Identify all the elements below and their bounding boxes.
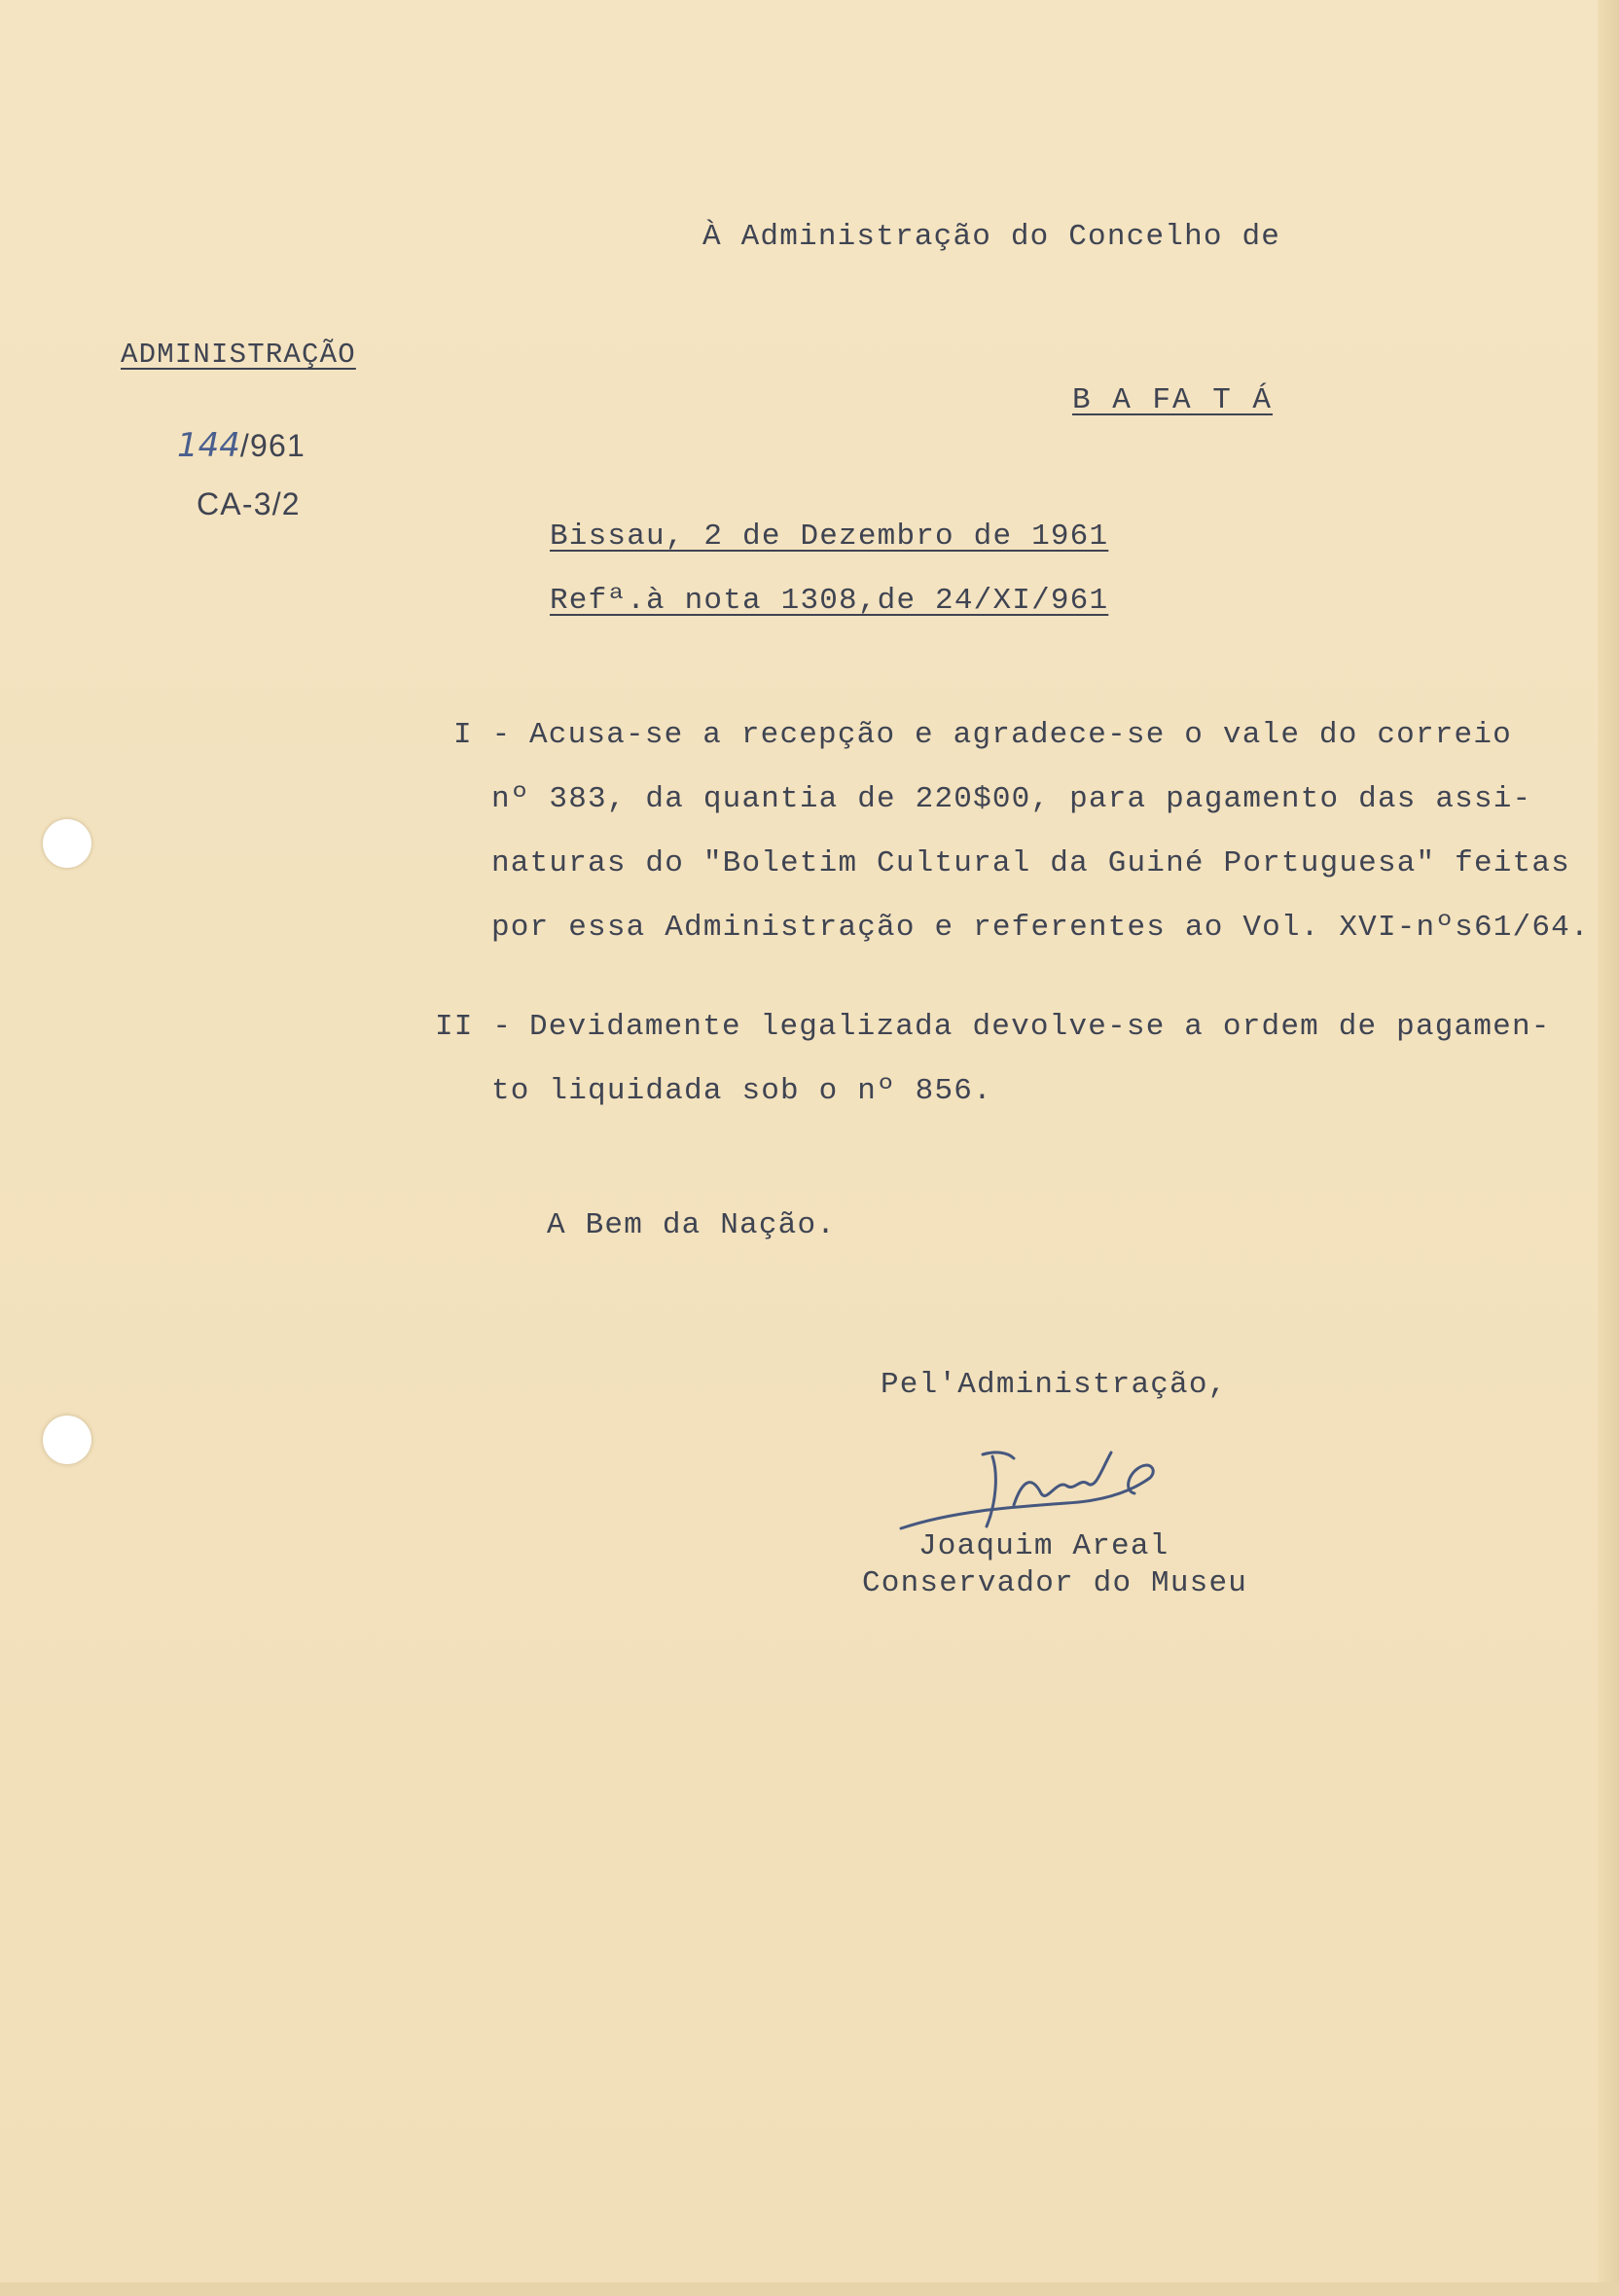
paragraph-1-line: por essa Administração e referentes ao Vol. XVI-nºs61/64.	[491, 911, 1590, 945]
sender-code: CA-3/2	[197, 486, 301, 521]
paragraph-1-line: nº 383, da quantia de 220$00, para pagamento das assi-	[491, 782, 1532, 816]
punch-hole-bottom	[43, 1416, 91, 1464]
paragraph-2-line: Devidamente legalizada devolve-se a ordem de pagamen-	[529, 1010, 1551, 1044]
paragraph-1-line: Acusa-se a recepção e agradece-se o vale do correio	[529, 718, 1512, 752]
reference: Refª.à nota 1308,de 24/XI/961	[550, 584, 1109, 618]
signature-lead: Pel'Administração,	[881, 1368, 1228, 1402]
paper-edge-bottom	[0, 2282, 1619, 2296]
paragraph-2-line: to liquidada sob o nº 856.	[491, 1074, 992, 1108]
signatory-title: Conservador do Museu	[862, 1566, 1248, 1600]
paper-edge-right	[1598, 0, 1619, 2296]
signatory-name: Joaquim Areal	[918, 1529, 1169, 1563]
sender-number-handwritten: 144	[177, 426, 240, 465]
recipient-line: À Administração do Concelho de	[702, 220, 1281, 254]
sender-number	[177, 426, 306, 466]
recipient-place: B A FA T Á	[1072, 383, 1274, 417]
paragraph-1-line: naturas do "Boletim Cultural da Guiné Portuguesa" feitas	[491, 846, 1570, 880]
sender-heading: ADMINISTRAÇÃO	[121, 339, 356, 371]
paragraph-1-numeral: I -	[453, 718, 531, 752]
punch-hole-top	[43, 819, 91, 868]
paragraph-2-numeral: II -	[435, 1010, 532, 1044]
place-date: Bissau, 2 de Dezembro de 1961	[550, 520, 1109, 554]
sender-number-year: /961	[239, 428, 306, 463]
closing-salutation: A Bem da Nação.	[547, 1208, 837, 1242]
